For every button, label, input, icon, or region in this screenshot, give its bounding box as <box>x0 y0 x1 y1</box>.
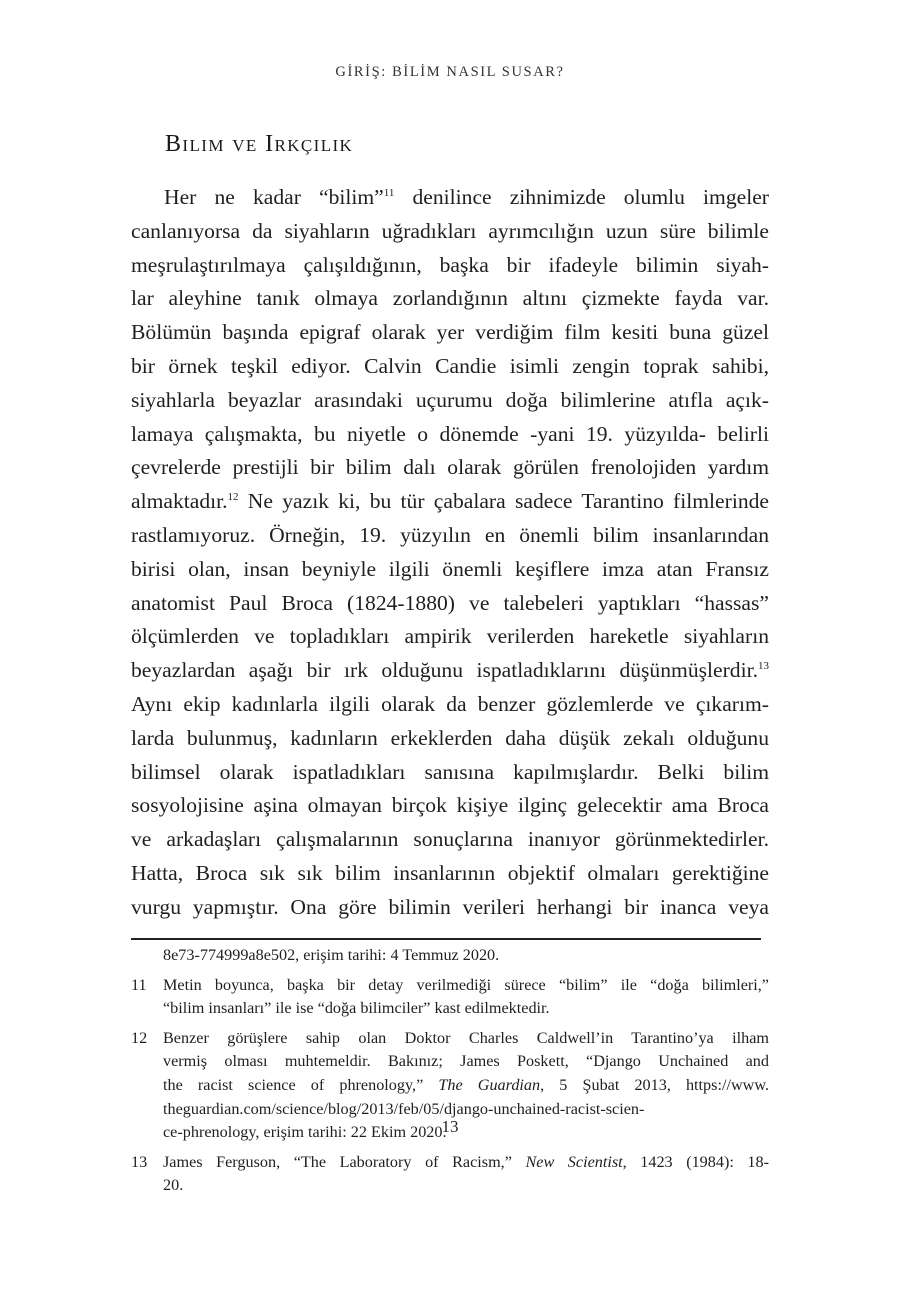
footnote-11 <box>131 974 769 1021</box>
footnote-line: Benzer görüşlere sahip olan Doktor Charles Caldwell’in Tarantino’ya ilham <box>163 1028 769 1047</box>
footnote-13 <box>131 1151 769 1198</box>
body-line <box>131 485 769 519</box>
footnote-line: 8e73-774999a8e502, erişim tarihi: 4 Temmuz 2020. <box>163 946 500 964</box>
footnotes <box>131 944 769 1198</box>
body-text <box>131 181 769 925</box>
footnote-ref-11: 11 <box>383 186 395 199</box>
footnote-line <box>163 1074 769 1098</box>
body-line-text: Ne yazık ki, bu tür çabalara sadece Tarantino filmlerinde <box>238 489 769 514</box>
body-line: vurgu yapmıştır. Ona göre bilimin verileri herhangi bir inanca veya <box>131 894 769 919</box>
section-heading: Bilim ve Irkçılık <box>165 131 354 157</box>
footnote-line: vermiş olması muhtemeldir. Bakınız; James Poskett, “Django Unchained and <box>163 1052 769 1071</box>
footnote-source-title: The Guardian <box>438 1075 541 1094</box>
footnote-number: 13 <box>131 1152 148 1171</box>
body-line: Bölümün başında epigraf olarak yer verdiğim film kesiti buna güzel <box>131 320 769 345</box>
body-line: anatomist Paul Broca (1824-1880) ve talebeleri yaptıkları “hassas” <box>131 590 769 615</box>
body-line: Hatta, Broca sık sık bilim insanlarının objektif olmaları gerektiğine <box>131 860 769 885</box>
footnote-text: , 1423 (1984): 18- <box>622 1152 769 1171</box>
body-line-text: almaktadır. <box>131 489 228 514</box>
page-number: 13 <box>441 1117 459 1136</box>
footnote-number: 11 <box>131 975 147 994</box>
footnote-continuation <box>131 944 769 968</box>
body-line-text: denilince zihnimizde olumlu imgeler <box>394 185 769 209</box>
body-line: sosyolojisine aşina olmayan birçok kişiye ilginç gelecektir ama Broca <box>131 793 769 818</box>
running-head: GİRİŞ: BİLİM NASIL SUSAR? <box>335 64 565 80</box>
footnote-source-title: New Scientist <box>525 1152 623 1171</box>
footnote-line: theguardian.com/science/blog/2013/feb/05/django-unchained-racist-scien- <box>163 1099 645 1118</box>
body-line: bir örnek teşkil ediyor. Calvin Candie isimli zengin toprak sahibi, <box>131 353 769 378</box>
body-line: meşrulaştırılmaya çalışıldığının, başka bir ifadeyle bilimin siyah- <box>131 252 769 277</box>
body-line: lar aleyhine tanık olmaya zorlandığının altını çizmekte fayda var. <box>131 286 769 311</box>
body-line: siyahlarla beyazlar arasındaki uçurumu doğa bilimlerine atıfla açık- <box>131 387 769 412</box>
footnote-text: , 5 Şubat 2013, https://www. <box>540 1075 770 1094</box>
footnote-line: Metin boyunca, başka bir detay verilmediği sürece “bilim” ile “doğa bilimleri,” <box>163 975 769 994</box>
footnote-line <box>163 1151 769 1175</box>
body-line: birisi olan, insan beyniyle ilgili önemli keşiflere imza atan Fransız <box>131 556 769 581</box>
footnote-line: 20. <box>163 1176 184 1195</box>
footnote-line: ce-phrenology, erişim tarihi: 22 Ekim 2020. <box>163 1123 447 1142</box>
body-line: rastlamıyoruz. Örneğin, 19. yüzyılın en önemli bilim insanlarından <box>131 522 769 547</box>
body-line: lamaya çalışmakta, bu niyetle o dönemde -yani 19. yüzyılda- belirli <box>131 421 769 446</box>
body-line: canlanıyorsa da siyahların uğradıkları ayrımcılığın uzun süre bilimle <box>131 218 769 243</box>
body-line: ölçümlerden ve topladıkları ampirik verilerden hareketle siyahların <box>131 624 769 649</box>
body-line: Aynı ekip kadınlarla ilgili olarak da benzer gözlemlerde ve çıkarım- <box>131 691 769 716</box>
body-line-text: beyazlardan aşağı bir ırk olduğunu ispatladıklarını düşünmüşlerdir. <box>131 658 758 683</box>
body-line-text: Her ne kadar “bilim” <box>164 185 384 209</box>
footnote-divider <box>131 938 761 940</box>
footnote-line: “bilim insanları” ile ise “doğa bilimciler” kast edilmektedir. <box>163 999 550 1018</box>
footnote-ref-13: 13 <box>758 659 769 672</box>
body-line: larda bulunmuş, kadınların erkeklerden daha düşük zekalı olduğunu <box>131 725 769 750</box>
body-line: çevrelerde prestijli bir bilim dalı olarak görülen frenolojiden yardım <box>131 455 769 480</box>
footnote-ref-12: 12 <box>227 490 239 503</box>
body-line: bilimsel olarak ispatladıkları sanısına kapılmışlardır. Belki bilim <box>131 759 769 784</box>
footnote-text: James Ferguson, “The Laboratory of Racism,” <box>163 1152 526 1171</box>
body-line <box>131 181 769 215</box>
body-line <box>131 654 769 688</box>
footnote-number: 12 <box>131 1028 148 1047</box>
body-line: ve arkadaşları çalışmalarının sonuçlarına inanıyor görünmektedirler. <box>131 827 769 852</box>
footnote-text: the racist science of phrenology,” <box>163 1075 439 1094</box>
